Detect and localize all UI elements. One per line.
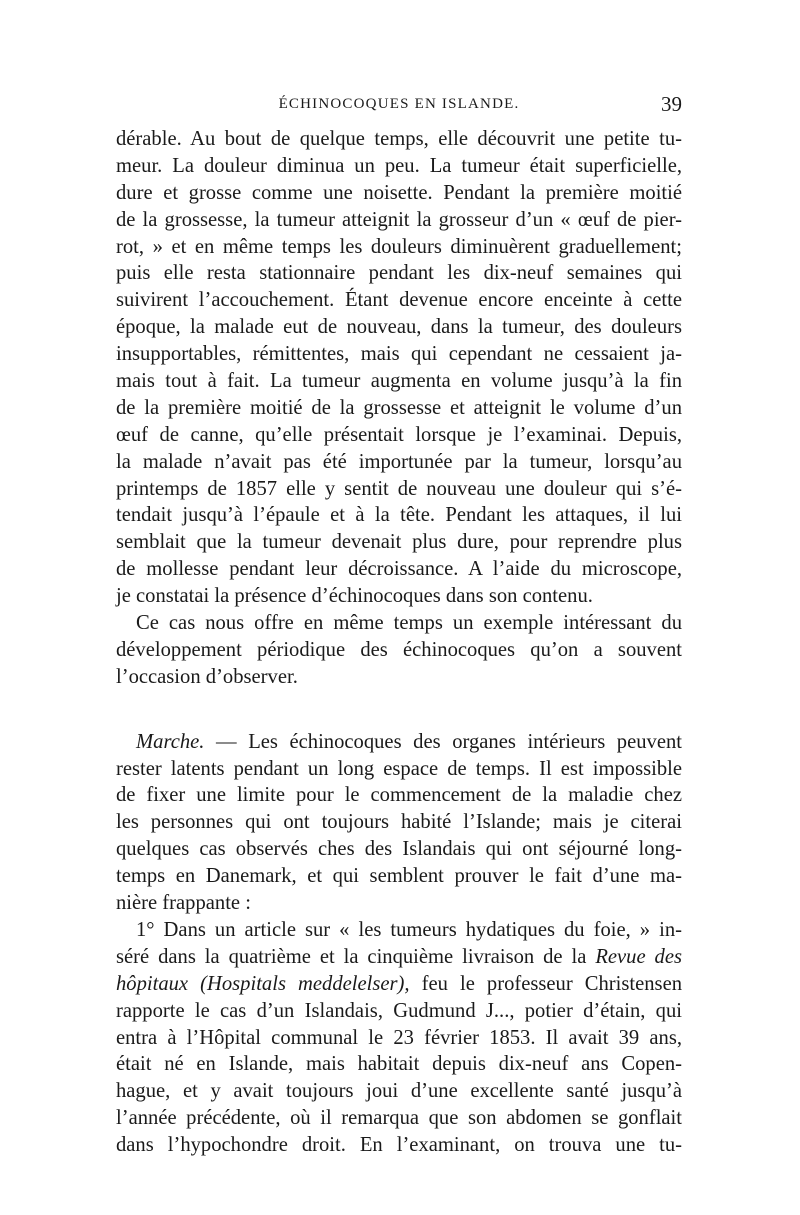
text-fragment: — Les échinocoques des organes intérieurs peuvent xyxy=(204,730,682,753)
text-line: dans l’hypochondre droit. En l’examinant, on trouva une tu- xyxy=(116,1134,682,1157)
text-fragment: feu le professeur Christensen xyxy=(409,972,683,995)
paragraph-gap xyxy=(116,691,682,729)
text-line xyxy=(116,944,682,971)
page-number: 39 xyxy=(661,92,682,116)
text-line: de fixer une limite pour le commencement de la maladie chez xyxy=(116,784,682,807)
text-line: œuf de canne, qu’elle présentait lorsque je l’examinai. Depuis, xyxy=(116,423,682,446)
body-text xyxy=(116,126,682,1159)
text-line: de la grossesse, la tumeur atteignit la grosseur d’un « œuf de pier- xyxy=(116,208,682,231)
text-line: les personnes qui ont toujours habité l’Islande; mais je citerai xyxy=(116,811,682,834)
text-line xyxy=(116,729,682,756)
section-heading: Marche. xyxy=(136,730,205,753)
text-line: quelques cas observés ches des Islandais qui ont séjourné long- xyxy=(116,838,682,861)
paragraph-3 xyxy=(116,729,682,917)
text-line: meur. La douleur diminua un peu. La tumeur était superficielle, xyxy=(116,154,682,177)
text-line xyxy=(116,971,682,998)
text-line: 1° Dans un article sur « les tumeurs hydatiques du foie, » in- xyxy=(136,918,682,941)
paragraph-1 xyxy=(116,126,682,610)
text-line: Ce cas nous offre en même temps un exemple intéressant du xyxy=(136,612,682,635)
text-line: de mollesse pendant leur décroissance. A l’aide du microscope, xyxy=(116,558,682,581)
text-line: rester latents pendant un long espace de temps. Il est impossible xyxy=(116,757,682,780)
text-line: semblait que la tumeur devenait plus dure, pour reprendre plus xyxy=(116,531,682,554)
text-fragment: séré dans la quatrième et la cinquième livraison de la xyxy=(116,945,596,968)
running-head xyxy=(116,92,682,118)
text-line: je constatai la présence d’échinocoques dans son contenu. xyxy=(116,585,593,608)
text-line: printemps de 1857 elle y sentit de nouveau une douleur qui s’é- xyxy=(116,477,682,500)
running-title: ÉCHINOCOQUES EN ISLANDE. xyxy=(278,96,520,112)
text-line: l’occasion d’observer. xyxy=(116,665,298,688)
text-line: la malade n’avait pas été importunée par la tumeur, lorsqu’au xyxy=(116,450,682,473)
text-line: était né en Islande, mais habitait depuis dix-neuf ans Copen- xyxy=(116,1053,682,1076)
text-line: dure et grosse comme une noisette. Pendant la première moitié xyxy=(116,181,682,204)
text-line: puis elle resta stationnaire pendant les dix-neuf semaines qui xyxy=(116,262,682,285)
text-line: de la première moitié de la grossesse et atteignit le volume d’un xyxy=(116,396,682,419)
paragraph-4 xyxy=(116,917,682,1159)
text-line: rot, » et en même temps les douleurs diminuèrent graduellement; xyxy=(116,235,682,258)
italic-title: Revue des xyxy=(595,945,682,968)
italic-title: hôpitaux (Hospitals meddelelser), xyxy=(116,972,410,995)
text-line: suivirent l’accouchement. Étant devenue encore enceinte à cette xyxy=(116,289,682,312)
paragraph-2 xyxy=(116,610,682,691)
text-line: nière frappante : xyxy=(116,892,251,915)
text-line: dérable. Au bout de quelque temps, elle découvrit une petite tu- xyxy=(116,128,682,150)
text-line: rapporte le cas d’un Islandais, Gudmund J..., potier d’étain, qui xyxy=(116,999,682,1022)
text-line: insupportables, rémittentes, mais qui cependant ne cessaient ja- xyxy=(116,343,682,366)
text-line: développement périodique des échinocoques qu’on a souvent xyxy=(116,638,682,661)
text-line: tendait jusqu’à l’épaule et à la tête. Pendant les attaques, il lui xyxy=(116,504,682,527)
text-line: mais tout à fait. La tumeur augmenta en volume jusqu’à la fin xyxy=(116,370,682,393)
text-line: entra à l’Hôpital communal le 23 février 1853. Il avait 39 ans, xyxy=(116,1026,682,1049)
text-line: l’année précédente, où il remarqua que son abdomen se gonflait xyxy=(116,1107,682,1130)
text-line: temps en Danemark, et qui semblent prouver le fait d’une ma- xyxy=(116,865,682,888)
text-line: époque, la malade eut de nouveau, dans la tumeur, des douleurs xyxy=(116,316,682,339)
text-line: hague, et y avait toujours joui d’une excellente santé jusqu’à xyxy=(116,1080,682,1103)
